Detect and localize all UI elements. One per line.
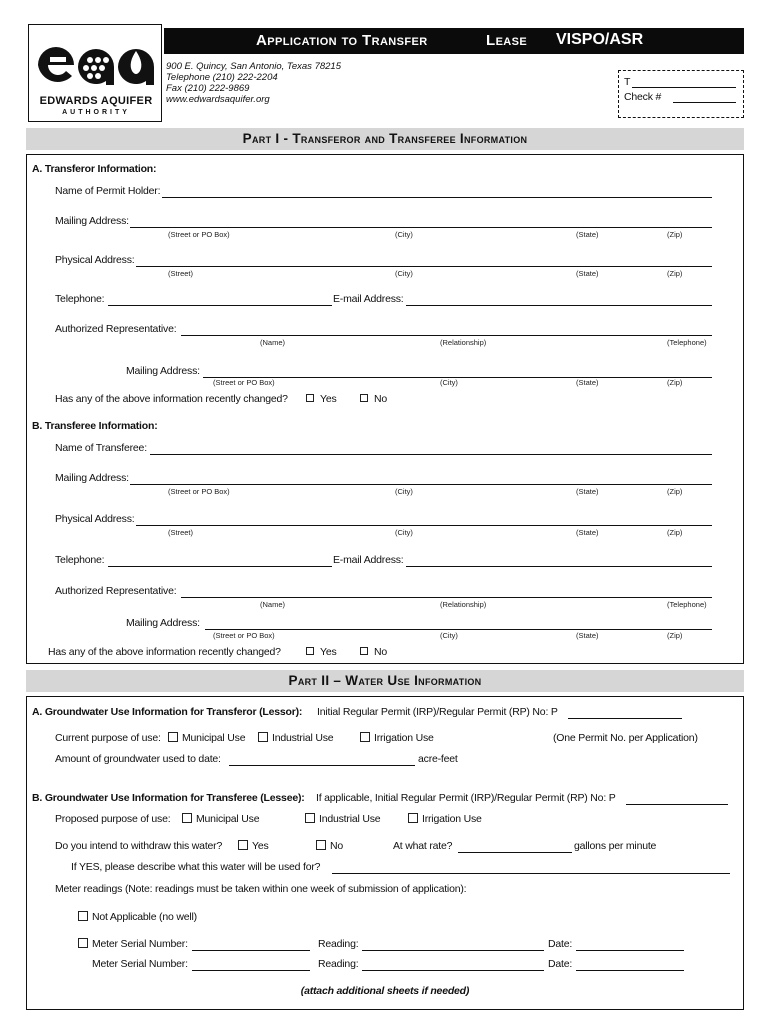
cap-telephone: (Telephone) <box>667 338 707 347</box>
office-use-box <box>618 70 744 118</box>
attach-note: (attach additional sheets if needed) <box>300 985 470 997</box>
lessor-heading: A. Groundwater Use Information for Transferor (Lessor): <box>32 706 303 718</box>
current-industrial-option[interactable] <box>258 732 333 744</box>
cap-telephone: (Telephone) <box>667 600 707 609</box>
email-label: E-mail Address: <box>333 293 404 305</box>
auth-rep-label: Authorized Representative: <box>55 323 177 335</box>
permit-holder-label: Name of Permit Holder: <box>55 185 161 197</box>
changed-yes-option[interactable] <box>306 393 337 405</box>
mailing-field[interactable] <box>130 484 712 485</box>
proposed-industrial-option[interactable] <box>305 813 380 825</box>
not-applicable-option[interactable] <box>78 911 197 923</box>
checkbox-icon <box>238 840 248 850</box>
yes-label: Yes <box>320 393 337 405</box>
email-field[interactable] <box>406 305 712 306</box>
if-yes-question: If YES, please describe what this water will be used for? <box>71 861 321 873</box>
cap-state: (State) <box>576 631 599 640</box>
telephone: Telephone (210) 222-2204 <box>166 72 278 83</box>
checkbox-icon <box>78 911 88 921</box>
cap-name: (Name) <box>260 338 286 347</box>
checkbox-icon <box>316 840 326 850</box>
checkbox-icon <box>408 813 418 823</box>
checkbox-icon <box>306 394 314 402</box>
date-label: Date: <box>548 938 573 950</box>
cap-city: (City) <box>395 487 413 496</box>
checkbox-icon <box>258 732 268 742</box>
title-bar <box>164 28 744 54</box>
cap-state: (State) <box>576 230 599 239</box>
physical-field[interactable] <box>136 525 712 526</box>
website: www.edwardsaquifer.org <box>166 94 270 105</box>
meter-serial-label: Meter Serial Number: <box>92 938 188 950</box>
cap-street-po: (Street or PO Box) <box>213 631 275 640</box>
office-t-line[interactable] <box>632 87 736 88</box>
proposed-municipal-option[interactable] <box>182 813 259 825</box>
eaa-logo-icon <box>30 27 160 97</box>
title-vispo: VISPO/ASR <box>556 31 644 48</box>
withdraw-question: Do you intend to withdraw this water? <box>55 840 223 852</box>
cap-zip: (Zip) <box>667 528 683 537</box>
irrigation-label: Irrigation Use <box>374 732 434 744</box>
industrial-label: Industrial Use <box>272 732 334 744</box>
cap-state: (State) <box>576 269 599 278</box>
cap-zip: (Zip) <box>667 631 683 640</box>
municipal-label: Municipal Use <box>196 813 260 825</box>
checkbox-icon <box>305 813 315 823</box>
cap-city: (City) <box>395 230 413 239</box>
permit-holder-field[interactable] <box>162 197 712 198</box>
current-irrigation-option[interactable] <box>360 732 434 744</box>
cap-relationship: (Relationship) <box>440 338 487 347</box>
auth-rep-field[interactable] <box>181 335 712 336</box>
cap-state: (State) <box>576 378 599 387</box>
no-label: No <box>374 393 388 405</box>
changed-question: Has any of the above information recently changed? <box>48 646 281 658</box>
proposed-purpose-label: Proposed purpose of use: <box>55 813 171 825</box>
email-label: E-mail Address: <box>333 554 404 566</box>
part2-title: Part II – Water Use Information <box>288 673 482 688</box>
mailing-label: Mailing Address: <box>55 215 129 227</box>
cap-city: (City) <box>395 269 413 278</box>
meter-readings-note: Meter readings (Note: readings must be taken within one week of submission of application): <box>55 883 467 895</box>
withdraw-yes-option[interactable] <box>238 840 269 852</box>
address: 900 E. Quincy, San Antonio, Texas 78215 <box>166 61 341 72</box>
date-label: Date: <box>548 958 573 970</box>
date-1-field[interactable] <box>576 950 684 951</box>
amount-used-field[interactable] <box>229 765 415 766</box>
rate-question: At what rate? <box>393 840 453 852</box>
part1-title-bar <box>26 128 744 150</box>
office-t-label: T <box>624 76 631 88</box>
mailing-field[interactable] <box>130 227 712 228</box>
telephone-label: Telephone: <box>55 293 105 305</box>
auth-rep-field[interactable] <box>181 597 712 598</box>
yes-label: Yes <box>320 646 337 658</box>
lessor-permit-field[interactable] <box>568 718 682 719</box>
title-lease: Lease <box>486 32 528 49</box>
cap-street: (Street) <box>168 269 194 278</box>
org-name: EDWARDS AQUIFER <box>39 95 153 107</box>
acre-feet-label: acre-feet <box>418 753 458 765</box>
changed-no-option[interactable] <box>360 646 387 658</box>
reading-label: Reading: <box>318 958 359 970</box>
cap-city: (City) <box>395 528 413 537</box>
date-2-field[interactable] <box>576 970 684 971</box>
checkbox-icon <box>306 647 314 655</box>
changed-question: Has any of the above information recently changed? <box>55 393 288 405</box>
cap-relationship: (Relationship) <box>440 600 487 609</box>
gpm-label: gallons per minute <box>574 840 657 852</box>
irrigation-label: Irrigation Use <box>422 813 482 825</box>
telephone-label: Telephone: <box>55 554 105 566</box>
lessee-permit-field[interactable] <box>626 804 728 805</box>
checkbox-icon <box>360 732 370 742</box>
telephone-field[interactable] <box>108 305 332 306</box>
no-label: No <box>374 646 388 658</box>
physical-field[interactable] <box>136 266 712 267</box>
meter-serial-label: Meter Serial Number: <box>92 958 188 970</box>
email-field[interactable] <box>406 566 712 567</box>
cap-zip: (Zip) <box>667 378 683 387</box>
title-main: Application to Transfer <box>256 32 428 49</box>
cap-street-po: (Street or PO Box) <box>168 487 230 496</box>
not-applicable-label: Not Applicable (no well) <box>92 911 197 923</box>
rate-field[interactable] <box>458 852 572 853</box>
no-label: No <box>330 840 344 852</box>
transferee-name-label: Name of Transferee: <box>55 442 147 454</box>
checkbox-icon <box>182 813 192 823</box>
rep-mailing-label: Mailing Address: <box>126 617 200 629</box>
cap-state: (State) <box>576 528 599 537</box>
lessor-permit-label: Initial Regular Permit (IRP)/Regular Permit (RP) No: P <box>317 706 558 718</box>
auth-rep-label: Authorized Representative: <box>55 585 177 597</box>
industrial-label: Industrial Use <box>319 813 381 825</box>
cap-state: (State) <box>576 487 599 496</box>
changed-no-option[interactable] <box>360 393 387 405</box>
org-sub: AUTHORITY <box>62 109 130 116</box>
physical-label: Physical Address: <box>55 254 135 266</box>
cap-street-po: (Street or PO Box) <box>213 378 275 387</box>
contact-block <box>166 61 341 105</box>
reading-1-field[interactable] <box>362 950 544 951</box>
office-check-label: Check # <box>624 91 662 103</box>
checkbox-icon <box>360 394 368 402</box>
fax: Fax (210) 222-9869 <box>166 83 250 94</box>
checkbox-icon <box>360 647 368 655</box>
cap-zip: (Zip) <box>667 269 683 278</box>
proposed-irrigation-option[interactable] <box>408 813 482 825</box>
part1-title: Part I - Transferor and Transferee Information <box>242 131 528 146</box>
transferor-heading: A. Transferor Information: <box>32 163 157 175</box>
office-check-line[interactable] <box>673 102 736 103</box>
cap-zip: (Zip) <box>667 487 683 496</box>
checkbox-icon <box>168 732 178 742</box>
physical-label: Physical Address: <box>55 513 135 525</box>
rep-mailing-label: Mailing Address: <box>126 365 200 377</box>
mailing-label: Mailing Address: <box>55 472 129 484</box>
yes-label: Yes <box>252 840 269 852</box>
cap-zip: (Zip) <box>667 230 683 239</box>
meter-serial-1-field[interactable] <box>192 950 310 951</box>
cap-street: (Street) <box>168 528 194 537</box>
checkbox-icon <box>78 938 88 948</box>
changed-yes-option[interactable] <box>306 646 337 658</box>
cap-street-po: (Street or PO Box) <box>168 230 230 239</box>
rep-mailing-field[interactable] <box>205 629 712 630</box>
current-purpose-label: Current purpose of use: <box>55 732 161 744</box>
current-municipal-option[interactable] <box>168 732 245 744</box>
reading-2-field[interactable] <box>362 970 544 971</box>
municipal-label: Municipal Use <box>182 732 246 744</box>
lessee-heading: B. Groundwater Use Information for Transferee (Lessee): <box>32 792 305 804</box>
withdraw-no-option[interactable] <box>316 840 343 852</box>
if-yes-field[interactable] <box>332 873 730 874</box>
telephone-field[interactable] <box>108 566 332 567</box>
part2-title-bar <box>26 670 744 692</box>
cap-name: (Name) <box>260 600 286 609</box>
reading-label: Reading: <box>318 938 359 950</box>
meter-1-option[interactable] <box>78 938 188 950</box>
transferee-name-field[interactable] <box>150 454 712 455</box>
logo <box>28 24 162 122</box>
lessee-permit-label: If applicable, Initial Regular Permit (IRP)/Regular Permit (RP) No: P <box>316 792 616 804</box>
transferee-heading: B. Transferee Information: <box>32 420 158 432</box>
amount-used-label: Amount of groundwater used to date: <box>55 753 221 765</box>
cap-city: (City) <box>440 631 458 640</box>
meter-serial-2-field[interactable] <box>192 970 310 971</box>
cap-city: (City) <box>440 378 458 387</box>
one-permit-note: (One Permit No. per Application) <box>553 732 698 744</box>
